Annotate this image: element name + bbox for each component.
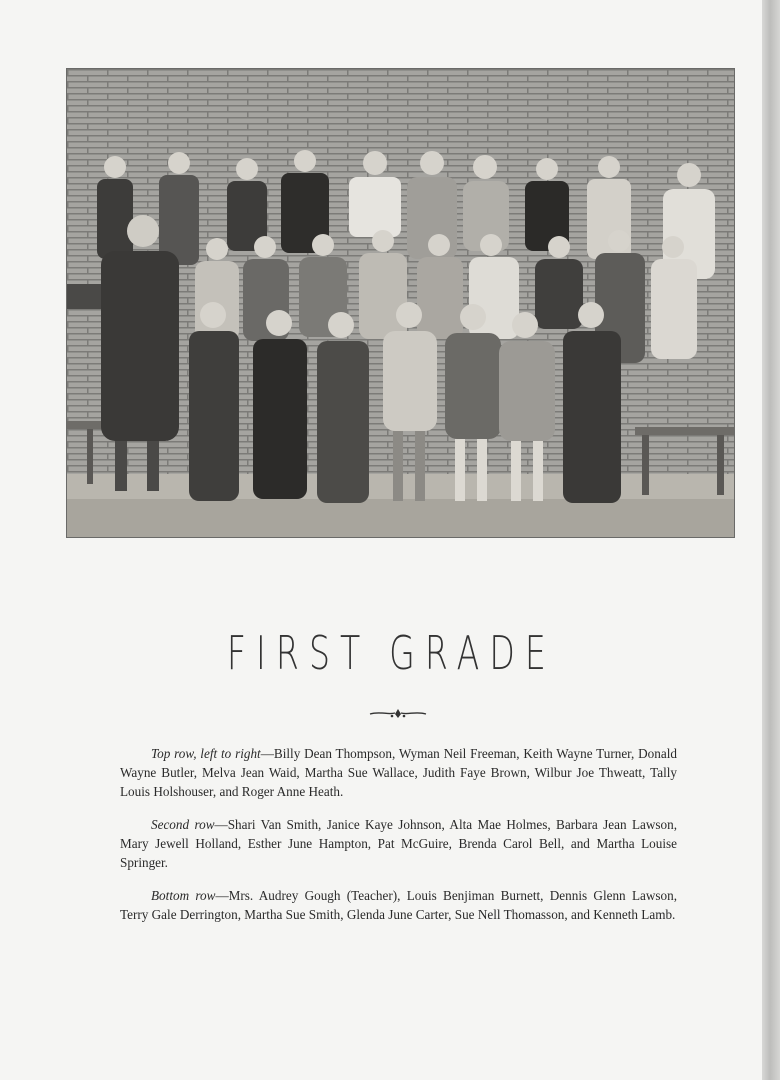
caption-names: —Billy Dean Thompson, Wyman Neil Freeman, Keith Wayne Turner, Donald Wayne Butler, Melva Jean Waid, Martha Sue Wallace, Judith Faye Brown, Wilbur Joe Thweatt, Tally Louis Holshouser, and Roger Anne Heath. (120, 746, 677, 799)
page-edge-shadow (762, 0, 780, 1080)
class-photo (66, 68, 735, 538)
title-first: FIRST (226, 626, 371, 680)
caption-top-row (120, 744, 677, 801)
caption-block (120, 744, 677, 938)
caption-lead: Bottom row (151, 888, 216, 903)
caption-second-row (120, 815, 677, 872)
caption-lead: Top row, left to right (151, 746, 261, 761)
title-grade: GRADE (389, 626, 556, 680)
caption-bottom-row (120, 886, 677, 924)
caption-lead: Second row (151, 817, 215, 832)
caption-names: —Mrs. Audrey Gough (Teacher), Louis Benjiman Burnett, Dennis Glenn Lawson, Terry Gale Derrington, Martha Sue Smith, Glenda June Carter, Sue Nell Thomasson, and Kenneth Lamb. (120, 888, 677, 922)
caption-names: —Shari Van Smith, Janice Kaye Johnson, Alta Mae Holmes, Barbara Jean Lawson, Mary Jewell Holland, Esther June Hampton, Pat McGuire, Brenda Carol Bell, and Martha Louise Springer. (120, 817, 677, 870)
page-title (111, 626, 673, 680)
flourish-ornament-icon (368, 705, 428, 721)
